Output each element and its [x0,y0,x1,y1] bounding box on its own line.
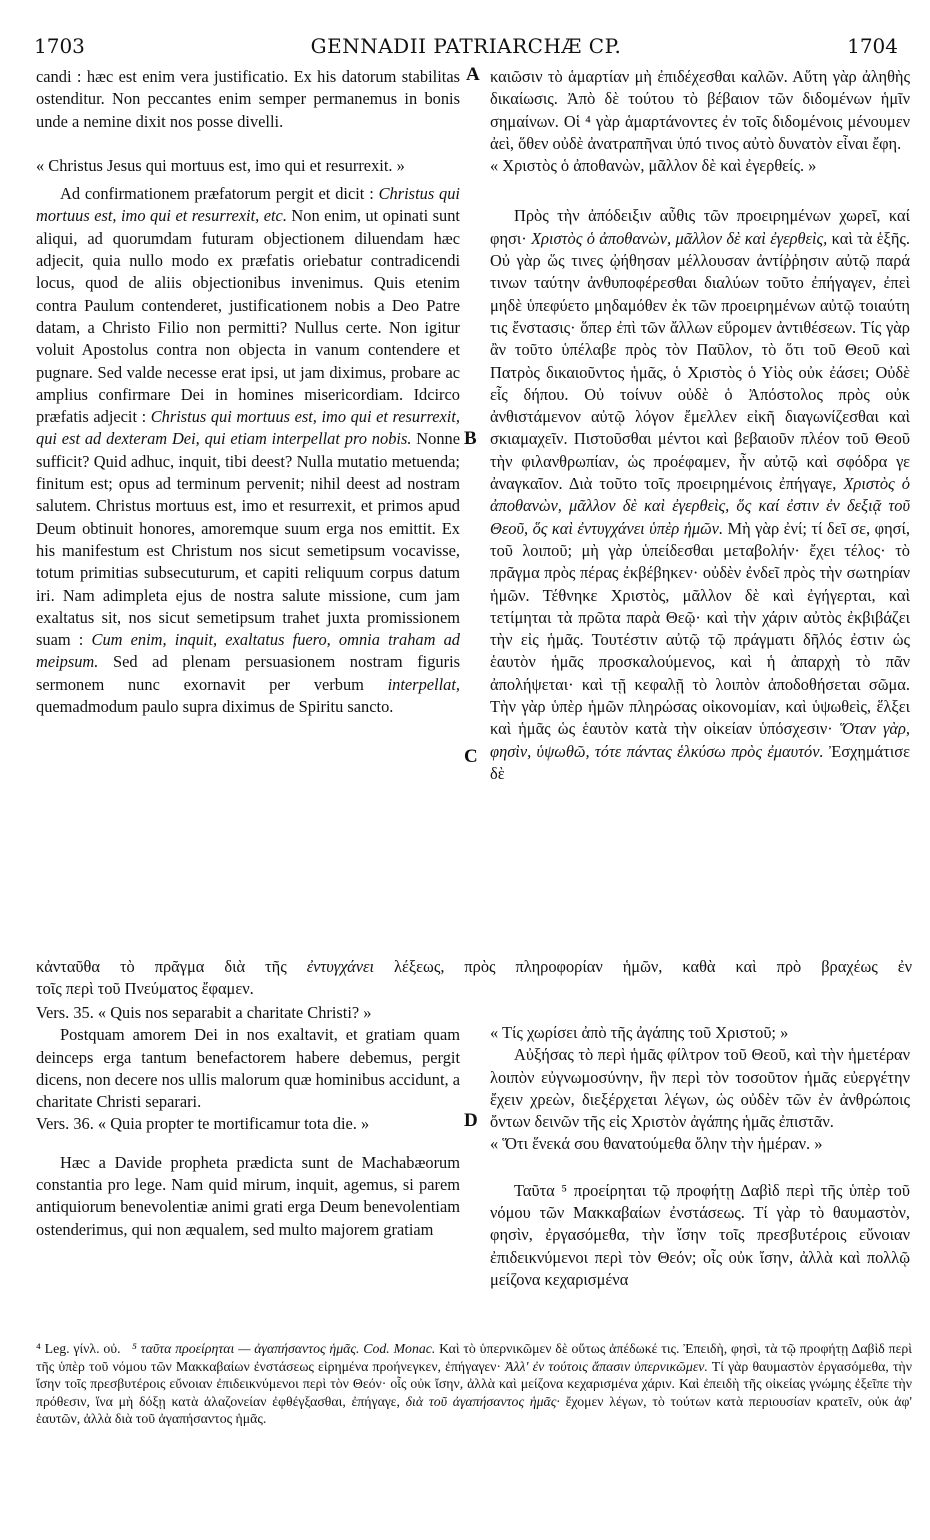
latin-verse-heading: « Christus Jesus qui mortuus est, imo qui et resurrexit. » [36,155,405,175]
right-page-number: 1704 [847,34,898,58]
greek-paragraph: καιῶσιν τὸ ἁμαρτίαν μὴ ἐπιδέχεσθαι καλῶν. Αὕτη γὰρ ἀληθὴς δικαίωσις. Ἀπὸ δὲ τούτου τὸ βέβαιον τῶν διδομένων ἡμῖν σημαίνων. Οἱ ⁴ γὰρ ἁμαρτάνοντες ἐν τοῖς διδομένοις μένουμεν ἀεὶ, ὅθεν οὐδὲ ἀνατραπῆναι ὑπό τινος αὐτὸ δυνατὸν εἶναι ἔφη. [490,67,910,153]
spanning-line: τοῖς περὶ τοῦ Πνεύματος ἔφαμεν. [36,979,254,999]
latin-verse-heading: Vers. 35. « Quis nos separabit a charitate Christi? » [36,1003,372,1022]
footnote-4: ⁴ Leg. γίνλ. οὐ. [36,1341,121,1356]
margin-letter-b: B [464,428,477,449]
latin-quotation: Christus qui mortuus est, imo qui et resurrexit, etc. [36,184,460,226]
greek-text: Μὴ γὰρ ἐνί; τί δεῖ σε, φησί, τοῦ λοιποῦ; μὴ γὰρ ὑπείδεσθαι μεταβολήν· ἔχει τέλος· τὸ πρᾶγμα πρὸς πέρας ἐκβέβηκεν· οὐδὲν ἐνδεῖ πρὸς τὴν σωτηρίαν ἡμῶν. Τέθνηκε Χριστὸς, μᾶλλον δὲ καὶ ἐγήγερται, καὶ τετίμηται τὰ πρῶτα παρὰ Θεῷ· καὶ τὴν χάριν αὐτὸς ἐκβιβάζει τὴν εἰς ἡμᾶς. Τουτέστιν αὐτῷ τῷ πράγματι δῆλός ἐστιν ὡς ἑαυτὸν ἡμᾶς προσκαλούμενος, καὶ ἡ ἀπαρχὴ τὸ πᾶν ἀπολήψεται· καὶ τῇ κεφαλῇ τὸ λοιπὸν ἀποδοθήσεται σῶμα. Τὴν γὰρ ὑπὲρ ἡμῶν πληρώσας οἰκονομίαν, καὶ ὑψωθεὶς, ἕλξει καὶ ἡμᾶς ὡς ἑαυτὸν κατὰ τὴν οἰκείαν ὑπόσχεσιν· [490,518,910,739]
latin-quotation: Cum enim, inquit, exaltatus fuero, omnia traham ad meipsum. [36,630,460,672]
footnote-quotation: διὰ τοῦ ἀγαπήσαντος ἡμᾶς· [405,1393,560,1409]
latin-column-lower [36,1002,460,1241]
latin-text: Ad confirmationem præfatorum pergit et dicit : [60,184,374,204]
running-title: GENNADII PATRIARCHÆ CP. [310,34,622,58]
latin-text: Non enim, ut opinati sunt aliqui, ad quorumdam futuram objectionem diluendam hæc adjecit, quia nullo modo ex præfatis oriebatur contradicendi locus, quod de aliis objectionibus invenimus. Quis etenim contra Paulum contenderet, justificationem nobis a Deo Patre datam, a Christo Filio non permitti? Nullus certe. Non igitur voluit Apostolus contra non objecta in vanum contendere et pugnare. Sed valde necesse erat ipsi, ut jam diximus, probare ac amplius confirmare Dei in homines misericordiam. Idcirco præfatis adjecit : [36,206,460,427]
spanning-line [36,956,912,978]
latin-quotation: interpellat, [387,674,460,694]
latin-paragraph [36,183,460,718]
footnote-text: Τί γὰρ θαυμαστὸν ἐργασόμεθα, τὴν ἴσην τοῖς πρεσβυτέροις εὔνοιαν ἐπιδεικνύμενοι περὶ τὸν Θεόν· οἷς οὐκ ἴσην, ἀλλὰ καὶ μείζονα κεχαρισμένα χάριν. Καὶ ἐπειδὴ τῆς οἰκείας γνώμης ἐξεῖπε τὴν πρόθεσιν, ἵνα μὴ δόξῃ κατὰ ἀλαζονείαν ἐφθέγξασθαι, ἐπήγαγε, [36,1358,913,1409]
greek-paragraph: Ταῦτα ⁵ προείρηται τῷ προφήτῃ Δαβὶδ περὶ τῆς ὑπὲρ τοῦ νόμου τῶν Μακκαβαίων ἐνστάσεως. Τί γὰρ τὸ θαυμαστὸν, φησὶν, ἐργασόμεθα, τὴν ἴσην τοῖς πρεσβυτέροις εὔνοιαν ἐπιδεικνύμενοι περὶ τὸν Θεόν; οἷς οὐκ ἴσην, ἀλλὰ καὶ πολλῷ μείζονα κεχαρισμένα [490,1180,910,1289]
greek-quotation: Χριστὸς ὁ ἀποθανὼν, μᾶλλον δὲ καὶ ἐγερθεὶς, ὅς καί ἐστιν ἐν δεξιᾷ τοῦ Θεοῦ, ὅς καὶ ἐντυγχάνει ὑπὲρ ἡμῶν. [490,474,910,538]
greek-column-lower [490,1022,910,1291]
footnote-text: ἔχομεν λέγων, τὸ τούτων κατὰ περιουσίαν κρατεῖν, οὐκ ἀφ' ἑαυτῶν, ἀλλὰ διὰ τοῦ ἀγαπήσαντος ἡμᾶς. [36,1393,912,1427]
latin-quotation: Christus qui mortuus est, imo qui et resurrexit, qui est ad dexteram Dei, qui etiam interpellat pro nobis. [36,407,460,449]
greek-quotation: Ὅταν γὰρ, φησὶν, ὑψωθῶ, τότε πάντας ἑλκύσω πρὸς ἐμαυτόν. [490,719,910,761]
latin-paragraph: Postquam amorem Dei in nos exaltavit, et gratiam quam deinceps erga tantum benefactorem habere debemus, pergit dicens, non decere nos ullis malorum quæ hominibus accidunt, a charitate Christi separari. [36,1025,460,1112]
greek-column-upper [490,66,910,785]
latin-paragraph: Hæc a Davide propheta prædicta sunt de Machabæorum constantia pro lege. Nam quid mirum, inquit, agemus, si parem antiquiorum benevolentiæ animi grati erga Deum benevolentiam ostenderimus, qui non æqualem, sed multo majorem gratiam [36,1152,460,1239]
margin-letter-c: C [464,746,478,767]
running-header [34,34,898,62]
greek-quotation: Χριστὸς ὁ ἀποθανὼν, μᾶλλον δὲ καὶ ἐγερθεὶς, [531,228,828,248]
greek-paragraph [490,205,910,785]
greek-text: λέξεως, πρὸς πληροφορίαν ἡμῶν, καθὰ καὶ πρὸ βραχέως ἐν [394,957,912,976]
left-page-number: 1703 [34,34,85,58]
footnote-text: Καὶ τὸ ὑπερνικῶμεν δὲ οὕτως ἀπέδωκέ τις. Ἐπειδὴ, φησὶ, τὰ τῷ προφήτῃ Δαβὶδ περὶ τῆς ὑπὲρ τοῦ νόμου τῶν Μακκαβαίων ἐνστάσεως εἰρημένα προήνεγκεν, ἐπήγαγεν· [36,1341,912,1374]
footnote [36,1340,912,1428]
footnote-quotation: Ἀλλ' ἐν τούτοις ἅπασιν ὑπερνικῶμεν. [505,1358,708,1374]
latin-paragraph: candi : hæc est enim vera justificatio. Ex his datorum stabilitas ostenditur. Non peccantes enim semper permanemus in bonis unde a nemine dixit nos posse divelli. [36,67,460,131]
greek-verse-heading: « Χριστὸς ὁ ἀποθανὼν, μᾶλλον δὲ καὶ ἐγερθείς. » [490,156,817,176]
greek-quotation: ἐντυγχάνει [306,957,375,976]
footnotes [36,1340,912,1428]
greek-text: Ἐσχημάτισε δὲ [490,741,910,783]
latin-text: Nonne sufficit? Quid adhuc, inquit, tibi deest? Nulla mutatio metuenda; finitum est; opus ad terminum pervenit; nihil deest ad nostram salutem. Christus mortuus est, imo et resurrexit, et primos apud Deum obtinuit honores, amoremque suum erga nos emittit. Ex his manifestum est Christum nos sicut semetipsum vocavisse, totum primitias subsecuturum, et capiti reliquum corpus datum iri. Nam adimpleta ejus de nostra salute missione, cum jam exaltatus sit, nos sicut semetipsum trahet juxta promissionem suam : [36,429,460,650]
greek-verse-heading: « Ὅτι ἕνεκά σου θανατούμεθα ὅλην τὴν ἡμέραν. » [490,1134,823,1154]
greek-paragraph: Αὐξήσας τὸ περὶ ἡμᾶς φίλτρον τοῦ Θεοῦ, καὶ τὴν ἡμετέραν λοιπὸν εὐγνωμοσύνην, ἣν περὶ τὸν τοσοῦτον ἡμᾶς εὐεργέτην ἔχειν χρεὼν, διεξέρχεται λέγων, ὡς οὐδὲν τῶν ἐν ἀνθρώποις ὄντων δεινῶν τῆς εἰς Χριστὸν ἀγάπης ἡμᾶς ἐπιστᾶν. [490,1045,910,1132]
latin-column-upper [36,66,460,718]
spanning-lines [36,956,912,1001]
margin-letter-d: D [464,1110,478,1131]
greek-verse-heading: « Τίς χωρίσει ἀπὸ τῆς ἀγάπης τοῦ Χριστοῦ; » [490,1023,789,1042]
latin-text: quemadmodum paulo supra diximus de Spiritu sancto. [36,697,394,717]
latin-text: Sed ad plenam persuasionem nostram figuris sermonem nunc exornavit per verbum [36,652,460,694]
margin-letter-a: A [466,64,480,85]
greek-text: Πρὸς τὴν ἀπόδειξιν αὖθις τῶν προειρημένων χωρεῖ, καί φησι· [490,206,910,248]
greek-text: καὶ τὰ ἑξῆς. Οὐ γὰρ ὥς τινες ᾠήθησαν μέλλουσαν ἀντίῤῥησιν αὐτῷ παρά τινων ταύτην ἀνθυποφέρεσθαι διαλύων τοῦτο ἐπήγαγεν, ἐπεὶ μηδὲ ὑπεφύετο μηδαμόθεν ἐκ τῶν προειρημένων αὐτῷ τοιαύτη τις ἔνστασις· ὅπερ ἐπὶ τῶν ἄλλων εὕρομεν ἀντιθέσεων. Τίς γὰρ ἂν τοῦτο ὑπέλαβε πρὸς τὸν Παῦλον, τὸ ὅτι τοῦ Θεοῦ καὶ Πατρὸς δικαιοῦντος ἡμᾶς, ὁ Χριστὸς ὁ Υἱὸς οὐκ ἐάσει; Οὐδὲ εἷς δήπου. Οὐ τοίνυν οὐδὲ ὁ Ἀπόστολος πρὸς οὐκ ἀνθιστάμενον αὐτῷ λόγον ἔμελλεν εἰκῆ διαγωνίζεσθαι καὶ σκιαμαχεῖν. Πιστοῦσθαι μέντοι καὶ βεβαιοῦν πλέον τοῦ Θεοῦ τὴν φιλανθρωπίαν, ὡς προέφαμεν, ἦν αὐτῷ καὶ σφόδρα γε ἀναγκαῖον. Διὰ τοῦτο τοῖς προειρημένοις ἐπήγαγε, [490,228,910,494]
latin-verse-heading: Vers. 36. « Quia propter te mortificamur tota die. » [36,1114,370,1134]
greek-text: κἀνταῦθα τὸ πρᾶγμα διὰ τῆς [36,957,287,976]
footnote-5-ref: ⁵ ταῦτα προείρηται — ἀγαπήσαντος ἡμᾶς. Cod. Monac. [132,1341,436,1356]
